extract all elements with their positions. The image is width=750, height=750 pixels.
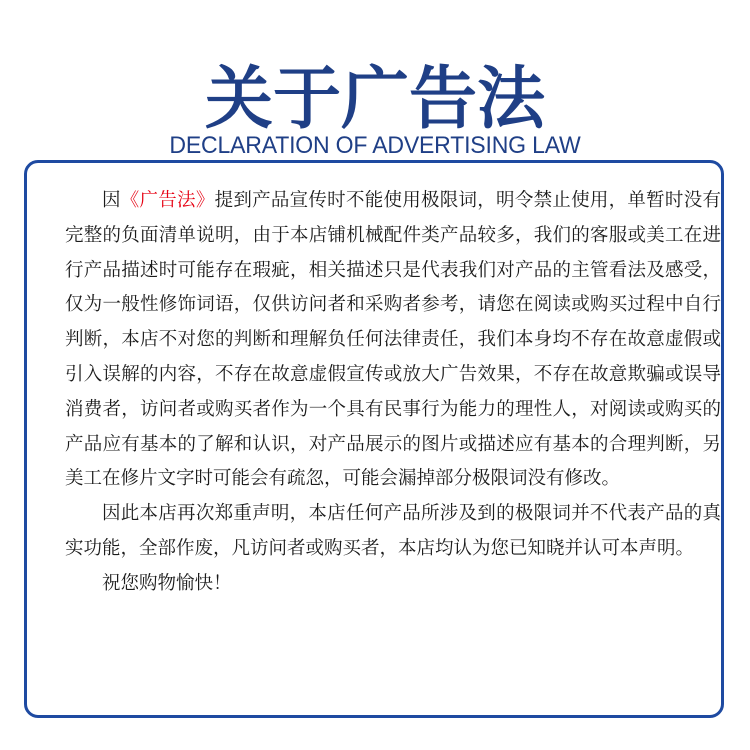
page-title: 关于广告法 (204, 60, 545, 139)
notice-card (24, 160, 724, 718)
page-subtitle: DECLARATION OF ADVERTISING LAW (169, 132, 581, 159)
notice-body (65, 184, 721, 602)
paragraph-1-lead: 因 (102, 190, 121, 211)
law-name-highlight: 《广告法》 (120, 190, 215, 211)
notice-paragraph-2: 因此本店再次郑重声明，本店任何产品所涉及到的极限词并不代表产品的真实功能，全部作废，凡访问者或购买者，本店均认为您已知晓并认可本声明。 (65, 503, 721, 559)
paragraph-1-text: 提到产品宣传时不能使用极限词，明令禁止使用，单暂时没有完整的负面清单说明，由于本店铺机械配件类产品较多，我们的客服或美工在进行产品描述时可能存在瑕疵，相关描述只是代表我们对产品的主管看法及感受，仅为一般性修饰词语，仅供访问者和采购者参考，请您在阅读或购买过程中自行判断，本店不对您的判断和理解负任何法律责任，我们本身均不存在故意虚假或引入误解的内容，不存在故意虚假宣传或放大广告效果，不存在故意欺骗或误导消费者，访问者或购买者作为一个具有民事行为能力的理性人，对阅读或购买的产品应有基本的了解和认识，对产品展示的图片或描述应有基本的合理判断，另美工在修片文字时可能会有疏忽，可能会漏掉部分极限词没有修改。 (65, 190, 721, 490)
notice-closing: 祝您购物愉快！ (102, 572, 232, 594)
notice-paragraph-1 (65, 184, 721, 497)
